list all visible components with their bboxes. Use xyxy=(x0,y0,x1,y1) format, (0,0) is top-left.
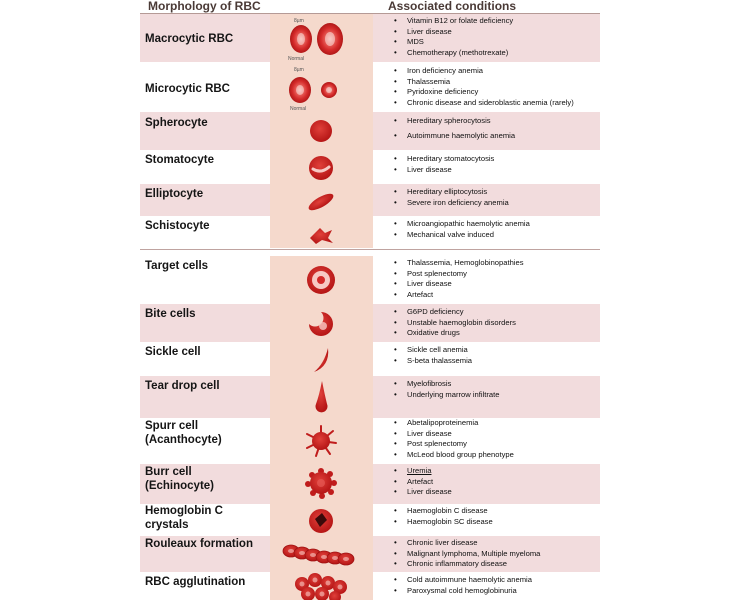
row-name-sub: (Echinocyte) xyxy=(145,480,215,492)
row-name: Burr cell xyxy=(145,466,192,478)
list-item: • Severe iron deficiency anemia xyxy=(392,198,509,209)
table-row xyxy=(140,150,600,184)
list-item: • Autoimmune haemolytic anemia xyxy=(392,131,515,142)
list-item: • Chemotherapy (methotrexate) xyxy=(392,48,513,59)
section-divider xyxy=(140,249,600,250)
row-name: Schistocyte xyxy=(145,220,210,232)
table-row xyxy=(140,376,600,418)
list-item: • Abetalipoproteinemia xyxy=(392,418,514,429)
list-item: • Haemoglobin SC disease xyxy=(392,517,493,528)
conditions-list xyxy=(392,466,452,498)
image-cell xyxy=(270,572,373,600)
list-item: • McLeod blood group phenotype xyxy=(392,450,514,461)
image-cell xyxy=(270,14,373,62)
sickle-cell-icon xyxy=(270,342,373,376)
image-cell xyxy=(270,504,373,536)
list-item: • Chronic liver disease xyxy=(392,538,540,549)
table-row xyxy=(140,112,600,150)
conditions-list xyxy=(392,116,515,141)
list-item: • S-beta thalassemia xyxy=(392,356,472,367)
list-item: • Liver disease xyxy=(392,27,513,38)
table-row xyxy=(140,62,600,112)
list-item: • Chronic inflammatory disease xyxy=(392,559,540,570)
row-name: Spurr cell xyxy=(145,420,199,432)
macrocyte-icon xyxy=(270,14,373,62)
image-cell xyxy=(270,536,373,572)
conditions-list xyxy=(392,575,532,596)
list-item: • Iron deficiency anemia xyxy=(392,66,574,77)
rouleaux-icon xyxy=(270,536,373,572)
list-item: • Artefact xyxy=(392,290,524,301)
conditions-list xyxy=(392,345,472,366)
conditions-list xyxy=(392,16,513,58)
agglutination-icon xyxy=(270,572,373,600)
elliptocyte-icon xyxy=(270,184,373,216)
stomatocyte-icon xyxy=(270,150,373,184)
row-name: Target cells xyxy=(145,260,209,272)
row-name-sub: crystals xyxy=(145,519,189,531)
conditions-list xyxy=(392,506,493,527)
list-item: • Underlying marrow infiltrate xyxy=(392,390,499,401)
image-cell xyxy=(270,342,373,376)
table-row xyxy=(140,14,600,62)
conditions-list xyxy=(392,66,574,108)
table-row xyxy=(140,304,600,342)
echinocyte-icon xyxy=(270,464,373,504)
list-item: • Chronic disease and sideroblastic anemia (rarely) xyxy=(392,98,574,109)
table-row xyxy=(140,536,600,572)
list-item: • Liver disease xyxy=(392,429,514,440)
list-item: • Thalassemia xyxy=(392,77,574,88)
list-item: • Paroxysmal cold hemoglobinuria xyxy=(392,586,532,597)
row-name: Spherocyte xyxy=(145,117,208,129)
image-cell xyxy=(270,418,373,464)
list-item: • Unstable haemoglobin disorders xyxy=(392,318,516,329)
list-item: • Post splenectomy xyxy=(392,439,514,450)
image-cell xyxy=(270,304,373,342)
list-item: • Pyridoxine deficiency xyxy=(392,87,574,98)
microcyte-icon xyxy=(270,62,373,112)
row-name: Microcytic RBC xyxy=(145,83,230,95)
list-item: • Haemoglobin C disease xyxy=(392,506,493,517)
conditions-list xyxy=(392,538,540,570)
table-row xyxy=(140,504,600,536)
conditions-list xyxy=(392,418,514,460)
list-item: • Liver disease xyxy=(392,279,524,290)
list-item: • Oxidative drugs xyxy=(392,328,516,339)
hemoglobin-c-crystal-icon xyxy=(270,504,373,536)
row-name-sub: (Acanthocyte) xyxy=(145,434,222,446)
spherocyte-icon xyxy=(270,112,373,150)
list-item: • Malignant lymphoma, Multiple myeloma xyxy=(392,549,540,560)
list-item: • G6PD deficiency xyxy=(392,307,516,318)
list-item: • Hereditary elliptocytosis xyxy=(392,187,509,198)
image-cell xyxy=(270,150,373,184)
row-name: RBC agglutination xyxy=(145,576,246,588)
list-item: • Liver disease xyxy=(392,165,494,176)
list-item: • Vitamin B12 or folate deficiency xyxy=(392,16,513,27)
row-name: Macrocytic RBC xyxy=(145,33,234,45)
list-item: • Mechanical valve induced xyxy=(392,230,530,241)
row-name: Tear drop cell xyxy=(145,380,220,392)
table-row xyxy=(140,184,600,216)
list-item: • Cold autoimmune haemolytic anemia xyxy=(392,575,532,586)
list-item: • Myelofibrosis xyxy=(392,379,499,390)
target-cell-icon xyxy=(270,256,373,304)
conditions-list xyxy=(392,187,509,208)
table-row xyxy=(140,572,600,600)
acanthocyte-icon xyxy=(270,418,373,464)
list-item: • Liver disease xyxy=(392,487,452,498)
image-cell xyxy=(270,216,373,248)
list-item: • Hereditary spherocytosis xyxy=(392,116,515,127)
row-name: Sickle cell xyxy=(145,346,201,358)
rbc-morphology-table xyxy=(140,0,600,600)
list-item xyxy=(392,466,452,477)
table-row xyxy=(140,464,600,504)
tear-drop-cell-icon xyxy=(270,376,373,418)
table-row xyxy=(140,216,600,248)
svg-text:Normal: Normal xyxy=(290,106,307,112)
list-item: • Thalassemia, Hemoglobinopathies xyxy=(392,258,524,269)
svg-text:8µm: 8µm xyxy=(294,67,304,73)
image-cell xyxy=(270,376,373,418)
list-item: • Post splenectomy xyxy=(392,269,524,280)
table-row xyxy=(140,256,600,304)
row-name: Elliptocyte xyxy=(145,188,204,200)
image-cell xyxy=(270,464,373,504)
header-morphology: Morphology of RBC xyxy=(148,0,261,13)
table-row xyxy=(140,342,600,376)
conditions-list xyxy=(392,219,530,240)
svg-text:Normal: Normal xyxy=(288,56,305,62)
image-cell xyxy=(270,62,373,112)
conditions-list xyxy=(392,379,499,400)
conditions-list xyxy=(392,258,524,300)
list-item: • Hereditary stomatocytosis xyxy=(392,154,494,165)
header-conditions: Associated conditions xyxy=(388,0,517,13)
list-item-text: Uremia xyxy=(407,466,432,475)
svg-text:8µm: 8µm xyxy=(294,18,304,24)
image-cell xyxy=(270,112,373,150)
list-item: • Microangiopathic haemolytic anemia xyxy=(392,219,530,230)
conditions-list xyxy=(392,307,516,339)
row-name: Bite cells xyxy=(145,308,196,320)
table-row xyxy=(140,418,600,464)
conditions-list xyxy=(392,154,494,175)
list-item: • Sickle cell anemia xyxy=(392,345,472,356)
schistocyte-icon xyxy=(270,216,373,248)
list-item: • MDS xyxy=(392,37,513,48)
image-cell xyxy=(270,184,373,216)
bite-cell-icon xyxy=(270,304,373,342)
list-item: • Artefact xyxy=(392,477,452,488)
row-name: Stomatocyte xyxy=(145,154,215,166)
image-cell xyxy=(270,256,373,304)
row-name: Rouleaux formation xyxy=(145,538,253,550)
row-name: Hemoglobin C xyxy=(145,505,223,517)
